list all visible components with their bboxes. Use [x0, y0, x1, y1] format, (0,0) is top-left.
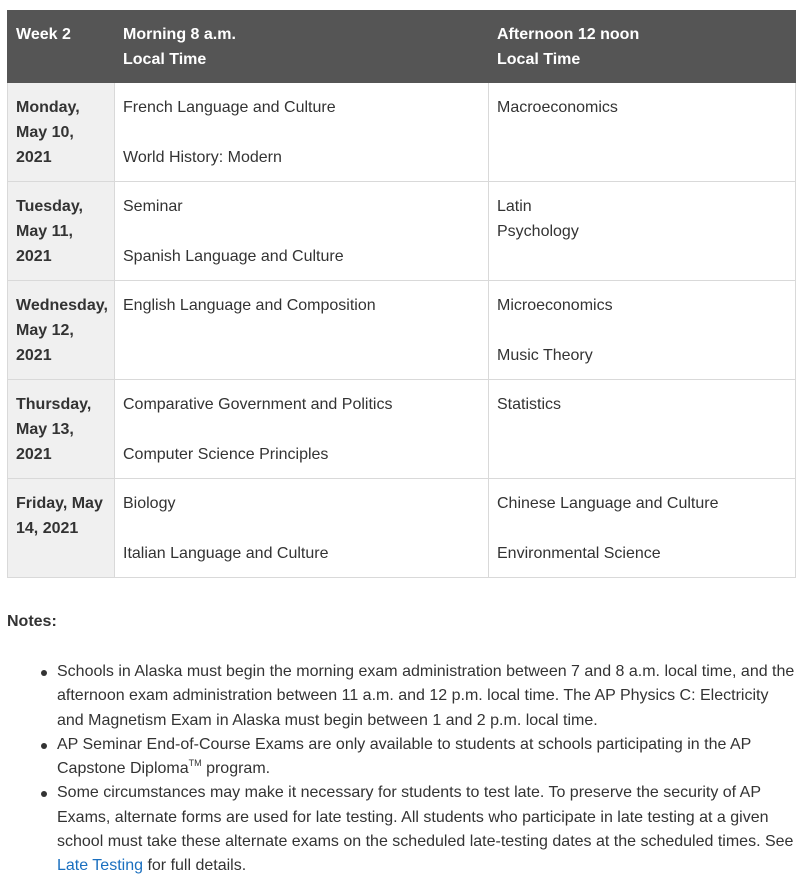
- morning-cell: [115, 479, 489, 578]
- table-row: [8, 281, 796, 380]
- exam-subject: Spanish Language and Culture: [123, 248, 344, 265]
- table-row: [8, 479, 796, 578]
- header-morning: Morning 8 a.m. Local Time: [115, 11, 489, 83]
- exam-subject: Computer Science Principles: [123, 446, 329, 463]
- exam-schedule-table: [7, 10, 796, 578]
- exam-subject: Seminar: [123, 198, 183, 215]
- afternoon-cell: [489, 479, 796, 578]
- table-row: [8, 380, 796, 479]
- morning-cell: [115, 182, 489, 281]
- list-item: Some circumstances may make it necessary for students to test late. To preserve the security of AP Exams, alternate forms are used for late testing. All students who participate in late testing at a given school must take these alternate exams on the scheduled late-testing dates at the scheduled times. See Late Testing for full details.: [57, 781, 795, 878]
- exam-subject: English Language and Composition: [123, 297, 376, 314]
- exam-subject: Macroeconomics: [497, 99, 618, 116]
- day-cell: Monday, May 10, 2021: [8, 83, 115, 182]
- exam-subject: Statistics: [497, 396, 562, 413]
- late-testing-link[interactable]: Late Testing: [57, 857, 143, 875]
- header-afternoon: Afternoon 12 noon Local Time: [489, 11, 796, 83]
- exam-subject: Biology: [123, 495, 176, 512]
- table-row: [8, 182, 796, 281]
- table-row: [8, 83, 796, 182]
- exam-subject: Microeconomics: [497, 297, 613, 314]
- morning-cell: [115, 83, 489, 182]
- notes-list: [0, 660, 795, 879]
- day-cell: Tuesday, May 11, 2021: [8, 182, 115, 281]
- list-item: AP Seminar End-of-Course Exams are only available to students at schools participating in the AP Capstone Diploma™ program.: [57, 733, 795, 782]
- trademark-mark: TM: [188, 758, 202, 769]
- exam-subject: Environmental Science: [497, 545, 661, 562]
- exam-subject: Music Theory: [497, 347, 593, 364]
- day-cell: Friday, May 14, 2021: [8, 479, 115, 578]
- exam-subject: French Language and Culture: [123, 99, 336, 116]
- exam-subject: Italian Language and Culture: [123, 545, 329, 562]
- list-item: Schools in Alaska must begin the morning exam administration between 7 and 8 a.m. local time, and the afternoon exam administration between 11 a.m. and 12 p.m. local time. The AP Physics C: Electricity and Magnetism Exam in Alaska must begin between 1 and 2 p.m. local time.: [57, 660, 795, 733]
- exam-subject: Latin: [497, 198, 532, 215]
- afternoon-cell: [489, 281, 796, 380]
- exam-subject: Comparative Government and Politics: [123, 396, 393, 413]
- exam-subject: Chinese Language and Culture: [497, 495, 719, 512]
- exam-subject: World History: Modern: [123, 149, 282, 166]
- table-header-row: [8, 11, 796, 83]
- day-cell: Thursday, May 13, 2021: [8, 380, 115, 479]
- notes-heading: Notes:: [7, 613, 57, 630]
- afternoon-cell: [489, 380, 796, 479]
- header-week: Week 2: [8, 11, 115, 83]
- exam-subject: Psychology: [497, 223, 579, 240]
- afternoon-cell: [489, 182, 796, 281]
- morning-cell: [115, 281, 489, 380]
- morning-cell: [115, 380, 489, 479]
- afternoon-cell: [489, 83, 796, 182]
- day-cell: Wednesday, May 12, 2021: [8, 281, 115, 380]
